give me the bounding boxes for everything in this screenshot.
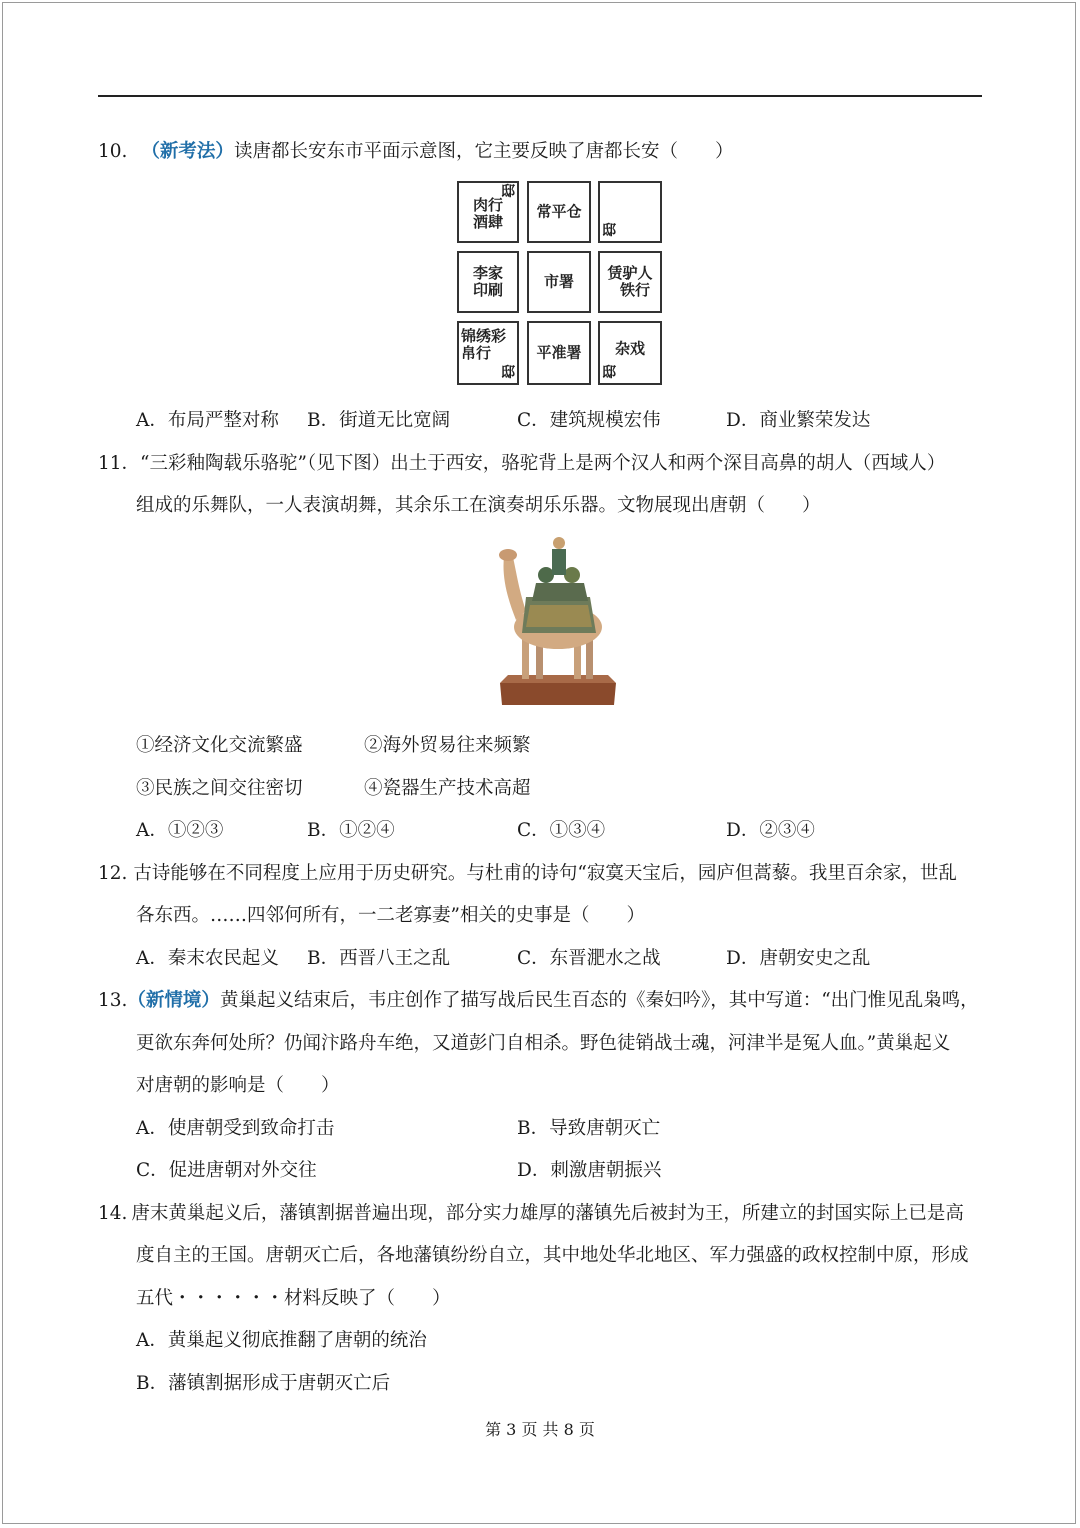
q13-tag: （新情境） [127,990,220,1011]
q11-number: 11． [98,453,141,474]
cell-text: 帛行 [461,344,492,362]
q12-stem-line2: 各东西。……四邻何所有，一二老寡妻”相关的史事是（ ） [136,905,645,926]
q10-stem [98,139,733,165]
q13-number: 13. [98,990,128,1011]
q11-stem-line2: 组成的乐舞队，一人表演胡舞，其余乐工在演奏胡乐乐器。文物展现出唐朝（ ） [136,495,821,516]
cell-text: 印刷 [472,281,503,299]
cell-text: 赁驴人 [607,264,653,282]
q12-text-1: 古诗能够在不同程度上应用于历史研究。与杜甫的诗句“寂寞天宝后，园庐但蒿藜。我里百余家，世乱 [133,863,957,884]
cell-text: 杂戏 [614,339,645,358]
grid-cell-4 [457,251,519,313]
cell-mark: 邸 [602,223,616,239]
q11-item-3: ③民族之间交往密切 [136,778,303,799]
cell-text: 锦绣彩 [461,327,507,345]
grid-cell-3 [598,181,662,243]
q10-number: 10. [98,141,128,162]
q10-text: 读唐都长安东市平面示意图，它主要反映了唐都长安（ ） [233,141,734,162]
grid-cell-6 [598,251,662,313]
q11-stem-line1 [98,451,945,477]
q14-number: 14. [98,1203,128,1224]
cell-text: 酒肆 [472,213,503,231]
cell-mark: 邸 [602,365,616,381]
q10-tag: （新考法） [141,141,234,162]
page-number-footer: 第 3 页 共 8 页 [485,1420,595,1439]
q11-item-4: ④瓷器生产技术高超 [364,778,531,799]
cell-text: 市署 [543,272,574,291]
q12-number: 12. [98,863,128,884]
cell-text: 常平仓 [536,202,582,221]
q13-stem-line2: 更欲东奔何处所？仍闻汴路舟车绝，又道彭门自相杀。野色徒销战士魂，河津半是冤人血。”黄巢起义 [136,1033,951,1054]
q13-option-a[interactable]: A．使唐朝受到致命打击 [136,1118,335,1139]
q12-stem-line1 [98,861,957,887]
tang-sancai-camel-figurine-image [496,535,620,709]
q11-option-b[interactable]: B．①②④ [307,820,395,841]
q13-option-c[interactable]: C．促进唐朝对外交往 [136,1160,317,1181]
grid-cell-8 [527,321,591,385]
q12-option-b[interactable]: B．西晋八王之乱 [307,948,451,969]
q12-option-a[interactable]: A．秦末农民起义 [136,948,279,969]
grid-cell-2 [527,181,591,243]
q14-option-b[interactable]: B．藩镇割据形成于唐朝灭亡后 [136,1373,391,1394]
cell-text: 肉行 [472,196,503,214]
q11-option-a[interactable]: A．①②③ [136,820,224,841]
grid-cell-9 [598,321,662,385]
cell-mark: 邸 [501,365,515,381]
grid-cell-7 [457,321,519,385]
q14-option-a[interactable]: A．黄巢起义彻底推翻了唐朝的统治 [136,1330,427,1351]
q13-option-d[interactable]: D．刺激唐朝振兴 [517,1160,662,1181]
q10-option-c[interactable]: C．建筑规模宏伟 [517,410,661,431]
q10-option-b[interactable]: B．街道无比宽阔 [307,410,451,431]
q14-stem-line1 [98,1201,964,1227]
q12-option-d[interactable]: D．唐朝安史之乱 [726,948,871,969]
q13-stem-line1 [98,988,979,1014]
q11-option-d[interactable]: D．②③④ [726,820,815,841]
grid-cell-1 [457,181,519,243]
grid-cell-5 [527,251,591,313]
q14-stem-line2: 度自主的王国。唐朝灭亡后，各地藩镇纷纷自立，其中地处华北地区、军力强盛的政权控制中原，形成 [136,1245,969,1266]
q11-item-1: ①经济文化交流繁盛 [136,735,303,756]
q13-stem-line3: 对唐朝的影响是（ ） [136,1075,340,1096]
cell-text: 平准署 [536,343,582,362]
q13-text-1: 黄巢起义结束后，韦庄创作了描写战后民生百态的《秦妇吟》，其中写道：“出门惟见乱枭鸣， [219,990,979,1011]
q10-option-a[interactable]: A．布局严整对称 [136,410,279,431]
cell-text: 铁行 [619,281,650,299]
q11-item-2: ②海外贸易往来频繁 [364,735,531,756]
q12-option-c[interactable]: C．东晋淝水之战 [517,948,661,969]
cell-text: 李家 [472,264,503,282]
header-rule [98,95,982,97]
q13-option-b[interactable]: B．导致唐朝灭亡 [517,1118,661,1139]
chang-an-east-market-diagram [457,181,662,385]
q11-option-c[interactable]: C．①③④ [517,820,606,841]
cell-mark: 邸 [501,184,515,200]
q11-text-1: “三彩釉陶载乐骆驼”（见下图）出土于西安，骆驼背上是两个汉人和两个深目高鼻的胡人（西域人） [140,453,946,474]
q10-option-d[interactable]: D．商业繁荣发达 [726,410,871,431]
q14-text-1: 唐末黄巢起义后，藩镇割据普遍出现，部分实力雄厚的藩镇先后被封为王，所建立的封国实际上已是高 [131,1203,964,1224]
q14-stem-line3: 五代・・・・・・材料反映了（ ） [136,1288,451,1309]
